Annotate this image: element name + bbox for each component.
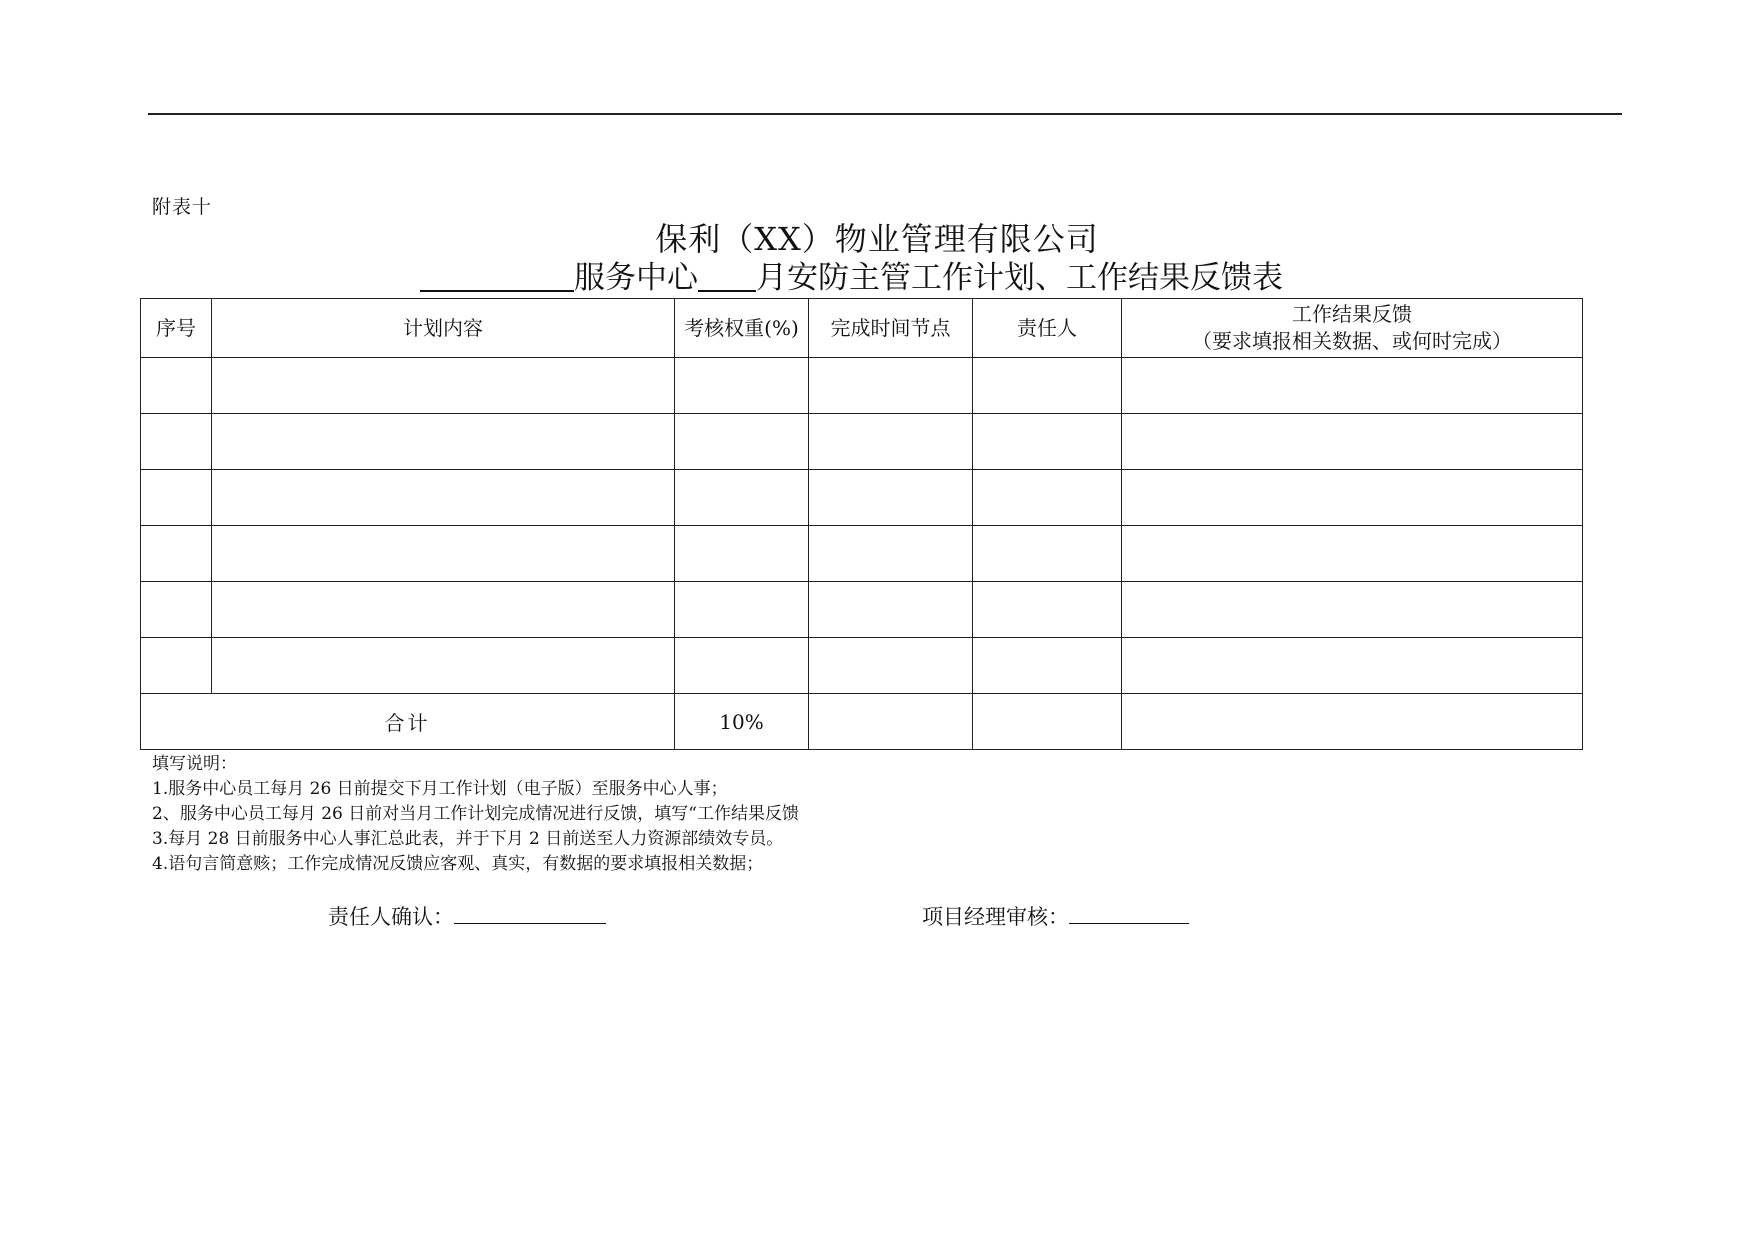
cell-weight[interactable] — [675, 638, 809, 694]
table-row — [141, 470, 1583, 526]
cell-serial-number[interactable] — [141, 414, 212, 470]
cell-serial-number[interactable] — [141, 582, 212, 638]
cell-result-feedback[interactable] — [1122, 470, 1583, 526]
instruction-item: 4.语句言简意赅；工作完成情况反馈应客观、真实，有数据的要求填报相关数据； — [152, 854, 764, 874]
header-serial-number: 序号 — [141, 299, 212, 358]
filling-instructions — [152, 752, 799, 877]
cell-deadline[interactable] — [809, 358, 973, 414]
table-row — [141, 582, 1583, 638]
owner-confirmation — [328, 901, 606, 931]
cell-weight[interactable] — [675, 582, 809, 638]
header-deadline: 完成时间节点 — [809, 299, 973, 358]
total-owner[interactable] — [973, 694, 1122, 750]
work-plan-table — [140, 298, 1583, 750]
manager-review-label: 项目经理审核： — [922, 905, 1069, 929]
appendix-label: 附表十 — [152, 196, 213, 218]
header-rule — [148, 113, 1622, 115]
cell-weight[interactable] — [675, 414, 809, 470]
header-owner: 责任人 — [973, 299, 1122, 358]
cell-owner[interactable] — [973, 638, 1122, 694]
cell-serial-number[interactable] — [141, 358, 212, 414]
month-blank[interactable] — [698, 258, 756, 292]
cell-result-feedback[interactable] — [1122, 582, 1583, 638]
manager-signature-line[interactable] — [1069, 901, 1189, 924]
instruction-item: 2、服务中心员工每月 26 日前对当月工作计划完成情况进行反馈，填写“工作结果反馈 — [152, 804, 799, 824]
cell-plan-content[interactable] — [212, 638, 675, 694]
form-title-suffix: 月安防主管工作计划、工作结果反馈表 — [756, 260, 1283, 296]
cell-deadline[interactable] — [809, 638, 973, 694]
cell-result-feedback[interactable] — [1122, 414, 1583, 470]
total-weight: 10% — [675, 694, 809, 750]
cell-plan-content[interactable] — [212, 414, 675, 470]
owner-confirmation-label: 责任人确认： — [328, 905, 454, 929]
cell-result-feedback[interactable] — [1122, 526, 1583, 582]
table-row — [141, 358, 1583, 414]
total-row — [141, 694, 1583, 750]
owner-signature-line[interactable] — [454, 901, 606, 924]
cell-serial-number[interactable] — [141, 638, 212, 694]
company-title: 保利（XX）物业管理有限公司 — [655, 220, 1099, 258]
total-feedback[interactable] — [1122, 694, 1583, 750]
instructions-heading: 填写说明： — [152, 754, 237, 774]
cell-owner[interactable] — [973, 358, 1122, 414]
cell-result-feedback[interactable] — [1122, 358, 1583, 414]
cell-deadline[interactable] — [809, 582, 973, 638]
service-center-blank[interactable] — [420, 258, 574, 292]
cell-owner[interactable] — [973, 414, 1122, 470]
cell-weight[interactable] — [675, 526, 809, 582]
table-row — [141, 638, 1583, 694]
cell-deadline[interactable] — [809, 414, 973, 470]
cell-weight[interactable] — [675, 470, 809, 526]
cell-deadline[interactable] — [809, 526, 973, 582]
cell-weight[interactable] — [675, 358, 809, 414]
header-plan-content: 计划内容 — [212, 299, 675, 358]
total-label: 合计 — [141, 694, 675, 750]
cell-serial-number[interactable] — [141, 470, 212, 526]
cell-owner[interactable] — [973, 470, 1122, 526]
cell-plan-content[interactable] — [212, 358, 675, 414]
instruction-item: 1.服务中心员工每月 26 日前提交下月工作计划（电子版）至服务中心人事； — [152, 779, 728, 799]
header-weight: 考核权重(%) — [675, 299, 809, 358]
cell-owner[interactable] — [973, 582, 1122, 638]
service-center-label: 服务中心 — [574, 260, 698, 296]
cell-serial-number[interactable] — [141, 526, 212, 582]
total-deadline[interactable] — [809, 694, 973, 750]
cell-plan-content[interactable] — [212, 526, 675, 582]
table-header-row — [141, 299, 1583, 358]
cell-owner[interactable] — [973, 526, 1122, 582]
cell-plan-content[interactable] — [212, 470, 675, 526]
manager-review — [922, 901, 1189, 931]
header-result-feedback: 工作结果反馈 （要求填报相关数据、或何时完成） — [1122, 299, 1583, 358]
table-row — [141, 526, 1583, 582]
cell-deadline[interactable] — [809, 470, 973, 526]
table-row — [141, 414, 1583, 470]
form-title — [420, 258, 1283, 298]
instruction-item: 3.每月 28 日前服务中心人事汇总此表，并于下月 2 日前送至人力资源部绩效专员。 — [152, 829, 784, 849]
cell-plan-content[interactable] — [212, 582, 675, 638]
cell-result-feedback[interactable] — [1122, 638, 1583, 694]
